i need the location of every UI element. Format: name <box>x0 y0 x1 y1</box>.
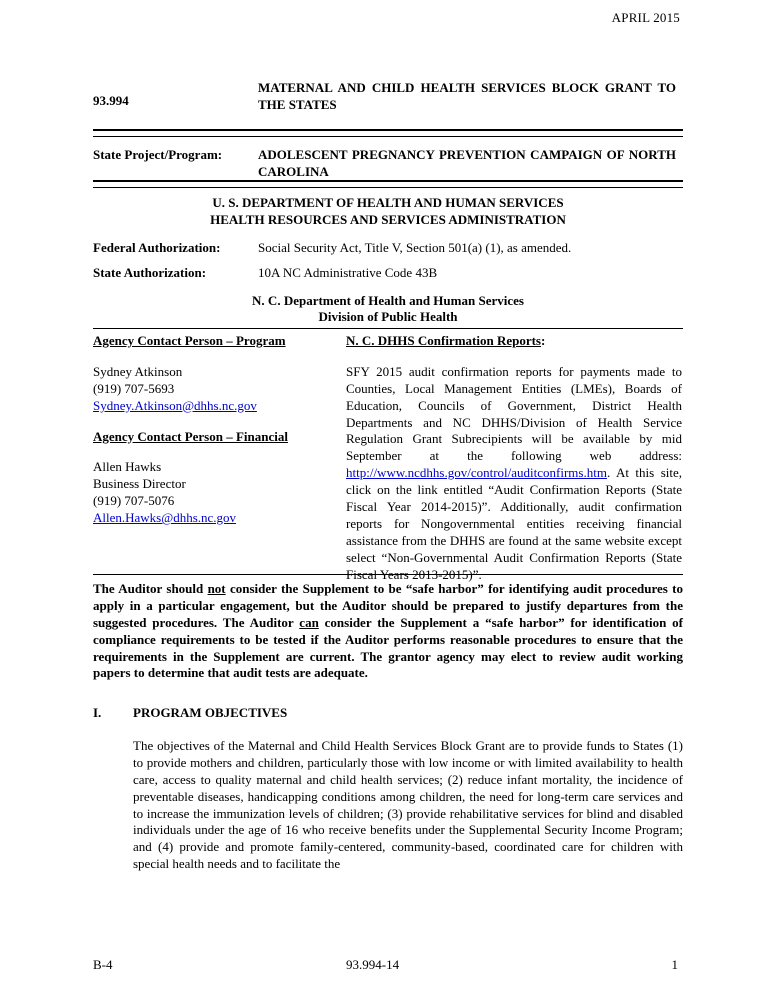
confirmation-heading-colon: : <box>541 333 546 348</box>
confirmation-heading: N. C. DHHS Confirmation Reports <box>346 333 541 348</box>
federal-authorization-value: Social Security Act, Title V, Section 501(a) (1), as amended. <box>258 240 572 255</box>
program-contact-phone: (919) 707-5693 <box>93 380 175 396</box>
financial-contact-title: Business Director <box>93 476 186 492</box>
section-rule-2 <box>93 574 683 575</box>
federal-agency-line2: HEALTH RESOURCES AND SERVICES ADMINISTRATION <box>210 212 566 227</box>
double-rule-2 <box>93 180 683 188</box>
federal-authorization-label: Federal Authorization: <box>93 240 221 255</box>
federal-agency-line1: U. S. DEPARTMENT OF HEALTH AND HUMAN SERVICES <box>212 195 564 210</box>
footer-left: B-4 <box>93 957 113 972</box>
state-authorization-label: State Authorization: <box>93 265 207 280</box>
auditor-note-part3: consider the Supplement a “safe harbor” for identification of compliance requirements to be tested if the Auditor performs reasonable procedures to ensure that the requirements in the Supplement are current. The grantor agency may elect to review audit working papers to determine that audit tests are adequate. <box>93 614 683 681</box>
program-title: MATERNAL AND CHILD HEALTH SERVICES BLOCK GRANT TO THE STATES <box>258 80 676 112</box>
state-authorization-value: 10A NC Administrative Code 43B <box>258 265 438 280</box>
section-rule-1 <box>93 328 683 329</box>
section-title: PROGRAM OBJECTIVES <box>133 705 288 720</box>
auditor-note-not: not <box>207 581 226 596</box>
section-number: I. <box>93 705 102 720</box>
double-rule-1 <box>93 129 683 137</box>
financial-contact-email-link[interactable]: Allen.Hawks@dhhs.nc.gov <box>93 510 237 526</box>
state-project-label: State Project/Program: <box>93 147 223 162</box>
program-contact-heading: Agency Contact Person – Program <box>93 333 286 348</box>
program-number: 93.994 <box>93 93 129 108</box>
confirmation-text-before: SFY 2015 audit confirmation reports for payments made to Counties, Local Management Entities (LMEs), Boards of Education, Councils of Government, District Health Departments and NC DHHS/Division of Health Service Regulation Grant Subrecipients will be available by mid September at the following web address: <box>346 363 682 464</box>
program-contact-email-link[interactable]: Sydney.Atkinson@dhhs.nc.gov <box>93 397 257 413</box>
financial-contact-name: Allen Hawks <box>93 459 162 475</box>
financial-contact-phone: (919) 707-5076 <box>93 493 175 509</box>
footer-center: 93.994-14 <box>346 957 400 972</box>
financial-contact-heading: Agency Contact Person – Financial <box>93 428 288 444</box>
auditor-note-part2: consider the Supplement to be “safe harbor” for identifying audit procedures to apply in a particular engagement, but the Auditor should be prepared to justify departures from the suggested procedures. The Auditor <box>93 581 684 630</box>
auditor-note <box>93 581 683 682</box>
footer-page-number: 1 <box>671 957 678 972</box>
state-agency-line2: Division of Public Health <box>318 309 458 324</box>
confirmation-text-after: . At this site, click on the link entitled “Audit Confirmation Reports (State Fiscal Year 2014-2015)”. Additionally, audit confirmation reports for Nongovernmental entities receiving financial assistance from the DHHS are found at the same website except select “Non-Governmental Audit Confirmation Reports (State Fiscal Years 2013-2015)”. <box>346 465 682 582</box>
header-date: APRIL 2015 <box>611 10 680 25</box>
auditor-note-part1: The Auditor should <box>93 581 208 596</box>
contact-column <box>93 333 333 527</box>
program-objectives-body: The objectives of the Maternal and Child Health Services Block Grant are to provide funds to States (1) to provide mothers and children, particularly those with low income or with limited availability to health care, access to quality maternal and child health services; (2) reduce infant mortality, the incidence of preventable diseases, handicapping conditions among children, the need for long-term care services and to increase the immunization levels of children; (3) provide rehabilitative services for blind and disabled individuals under the age of 16 who receive benefits under the Supplemental Security Income Program; and (4) provide and promote family-centered, community-based, coordinated care for children with special health needs and to facilitate the <box>133 738 683 872</box>
program-contact-name: Sydney Atkinson <box>93 363 183 379</box>
confirmation-heading-line <box>346 333 682 350</box>
state-project-value: ADOLESCENT PREGNANCY PREVENTION CAMPAIGN OF NORTH CAROLINA <box>258 147 676 179</box>
confirmation-column <box>346 333 682 583</box>
auditor-note-can: can <box>299 614 319 630</box>
state-agency-line1: N. C. Department of Health and Human Services <box>252 293 524 308</box>
confirmation-text <box>346 364 682 584</box>
confirmation-url-link[interactable]: http://www.ncdhhs.gov/control/auditconfirms.htm <box>346 465 607 481</box>
